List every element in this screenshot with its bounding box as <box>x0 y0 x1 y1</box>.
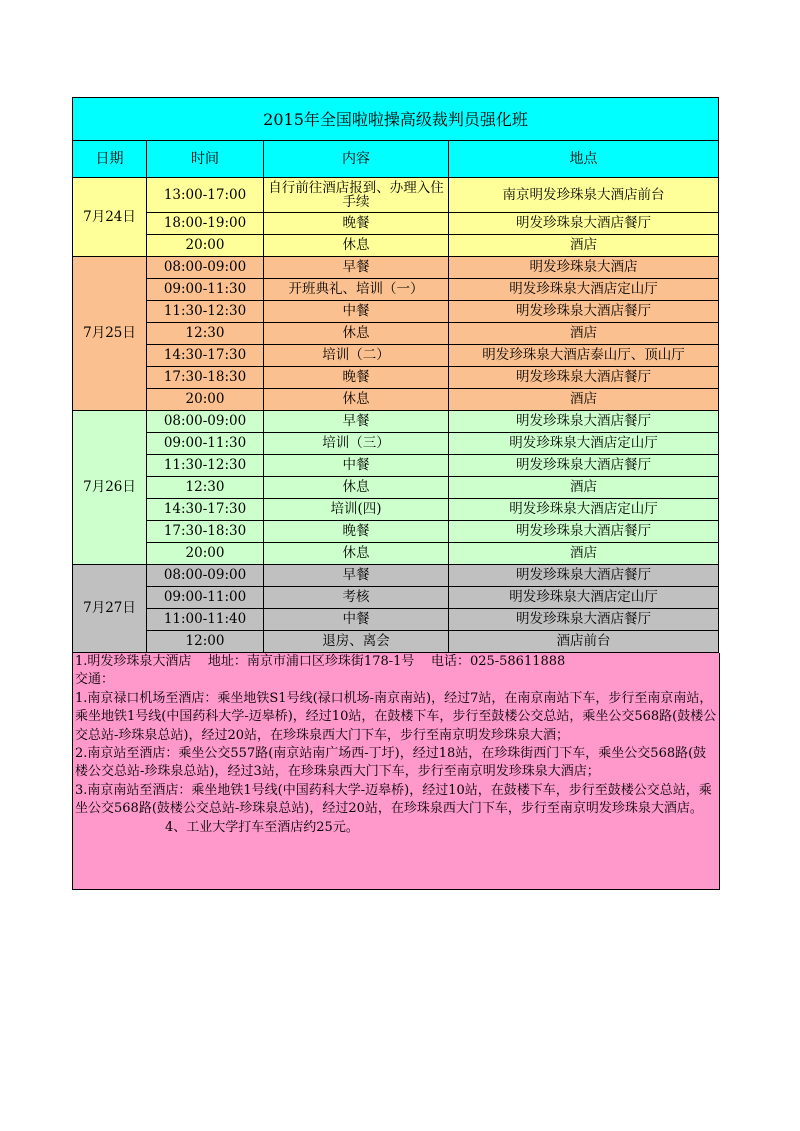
time-cell: 11:30-12:30 <box>147 301 264 323</box>
time-cell: 12:30 <box>147 477 264 499</box>
date-cell: 7月25日 <box>73 257 147 411</box>
schedule-row <box>73 213 719 235</box>
schedule-row <box>73 389 719 411</box>
time-cell: 08:00-09:00 <box>147 565 264 587</box>
content-cell: 培训（二） <box>264 345 449 367</box>
schedule-row <box>73 235 719 257</box>
schedule-row <box>73 565 719 587</box>
schedule-row <box>73 587 719 609</box>
time-cell: 17:30-18:30 <box>147 521 264 543</box>
content-cell: 晚餐 <box>264 213 449 235</box>
column-header-place: 地点 <box>449 141 719 178</box>
content-cell: 培训（三） <box>264 433 449 455</box>
time-cell: 12:00 <box>147 631 264 653</box>
time-cell: 11:00-11:40 <box>147 609 264 631</box>
column-header-content: 内容 <box>264 141 449 178</box>
time-cell: 08:00-09:00 <box>147 257 264 279</box>
time-cell: 08:00-09:00 <box>147 411 264 433</box>
date-cell: 7月24日 <box>73 178 147 257</box>
schedule-row <box>73 411 719 433</box>
content-cell: 晚餐 <box>264 367 449 389</box>
place-cell: 酒店前台 <box>449 631 719 653</box>
place-cell: 明发珍珠泉大酒店餐厅 <box>449 411 719 433</box>
place-cell: 明发珍珠泉大酒店餐厅 <box>449 301 719 323</box>
place-cell: 酒店 <box>449 543 719 565</box>
place-cell: 明发珍珠泉大酒店定山厅 <box>449 433 719 455</box>
schedule-row <box>73 521 719 543</box>
schedule-row <box>73 301 719 323</box>
schedule-row <box>73 178 719 213</box>
content-cell: 中餐 <box>264 455 449 477</box>
hotel-info-line: 1.明发珍珠泉大酒店 地址：南京市浦口区珍珠街178-1号 电话：025-58611888 <box>75 654 566 669</box>
time-cell: 11:30-12:30 <box>147 455 264 477</box>
page-title: 2015年全国啦啦操高级裁判员强化班 <box>73 98 719 141</box>
date-cell: 7月26日 <box>73 411 147 565</box>
column-header-date: 日期 <box>73 141 147 178</box>
content-cell: 休息 <box>264 477 449 499</box>
place-cell: 明发珍珠泉大酒店餐厅 <box>449 565 719 587</box>
time-cell: 13:00-17:00 <box>147 178 264 213</box>
place-cell: 酒店 <box>449 323 719 345</box>
schedule-table <box>72 97 719 653</box>
content-cell: 休息 <box>264 323 449 345</box>
content-cell: 中餐 <box>264 609 449 631</box>
schedule-row <box>73 477 719 499</box>
time-cell: 20:00 <box>147 543 264 565</box>
schedule-row <box>73 279 719 301</box>
time-cell: 09:00-11:00 <box>147 587 264 609</box>
content-cell: 休息 <box>264 235 449 257</box>
place-cell: 南京明发珍珠泉大酒店前台 <box>449 178 719 213</box>
time-cell: 14:30-17:30 <box>147 499 264 521</box>
place-cell: 酒店 <box>449 235 719 257</box>
content-cell: 晚餐 <box>264 521 449 543</box>
notes-block <box>72 653 720 890</box>
time-cell: 17:30-18:30 <box>147 367 264 389</box>
schedule-row <box>73 367 719 389</box>
content-cell: 休息 <box>264 543 449 565</box>
schedule-row <box>73 499 719 521</box>
place-cell: 明发珍珠泉大酒店餐厅 <box>449 609 719 631</box>
route-nanjing-south-text: 3.南京南站至酒店：乘坐地铁1号线(中国药科大学-迈皋桥)，经过10站，在鼓楼下车，步行至鼓楼公交总站，乘坐公交568路(鼓楼公交总站-珍珠泉总站)，经过20站，在珍珠泉西大门下车，步行至南京明发珍珠泉大酒店。 <box>75 782 712 817</box>
schedule-row <box>73 433 719 455</box>
place-cell: 明发珍珠泉大酒店定山厅 <box>449 279 719 301</box>
time-cell: 09:00-11:30 <box>147 279 264 301</box>
content-cell: 早餐 <box>264 565 449 587</box>
schedule-row <box>73 455 719 477</box>
time-cell: 20:00 <box>147 389 264 411</box>
route-airport: 1.南京禄口机场至酒店：乘坐地铁S1号线(禄口机场-南京南站)，经过7站，在南京南站下车，步行至南京南站，乘坐地铁1号线(中国药科大学-迈皋桥)，经过10站，在鼓楼下车，步行至鼓楼公交总站，乘坐公交568路(鼓楼公交总站-珍珠泉总站)，经过20站，在珍珠泉西大门下车，步行至南京明发珍珠泉大酒； <box>75 690 717 743</box>
route-university-taxi: 4、工业大学打车至酒店约25元。 <box>165 819 359 835</box>
content-cell: 休息 <box>264 389 449 411</box>
schedule-sheet <box>72 97 718 890</box>
place-cell: 明发珍珠泉大酒店餐厅 <box>449 455 719 477</box>
content-cell: 培训(四) <box>264 499 449 521</box>
place-cell: 明发珍珠泉大酒店定山厅 <box>449 499 719 521</box>
schedule-row <box>73 257 719 279</box>
content-cell: 考核 <box>264 587 449 609</box>
date-cell: 7月27日 <box>73 565 147 653</box>
content-cell: 早餐 <box>264 257 449 279</box>
place-cell: 明发珍珠泉大酒店餐厅 <box>449 213 719 235</box>
route-nanjing-station: 2.南京站至酒店：乘坐公交557路(南京站南广场西-丁圩)，经过18站，在珍珠街西门下车，乘坐公交568路(鼓楼公交总站-珍珠泉总站)，经过3站，在珍珠泉西大门下车，步行至南京明发珍珠泉大酒店； <box>75 746 707 780</box>
route-nanjing-south <box>75 782 719 837</box>
schedule-row <box>73 609 719 631</box>
content-cell: 中餐 <box>264 301 449 323</box>
time-cell: 18:00-19:00 <box>147 213 264 235</box>
column-header-time: 时间 <box>147 141 264 178</box>
place-cell: 明发珍珠泉大酒店 <box>449 257 719 279</box>
time-cell: 20:00 <box>147 235 264 257</box>
schedule-row <box>73 543 719 565</box>
time-cell: 09:00-11:30 <box>147 433 264 455</box>
schedule-row <box>73 323 719 345</box>
time-cell: 12:30 <box>147 323 264 345</box>
transport-label: 交通： <box>75 672 115 688</box>
place-cell: 明发珍珠泉大酒店餐厅 <box>449 367 719 389</box>
content-cell: 早餐 <box>264 411 449 433</box>
content-cell: 开班典礼、培训（一） <box>264 279 449 301</box>
place-cell: 明发珍珠泉大酒店定山厅 <box>449 587 719 609</box>
schedule-row <box>73 631 719 653</box>
content-cell: 自行前往酒店报到、办理入住手续 <box>264 178 449 213</box>
place-cell: 酒店 <box>449 389 719 411</box>
place-cell: 明发珍珠泉大酒店泰山厅、顶山厅 <box>449 345 719 367</box>
schedule-row <box>73 345 719 367</box>
place-cell: 酒店 <box>449 477 719 499</box>
content-cell: 退房、离会 <box>264 631 449 653</box>
place-cell: 明发珍珠泉大酒店餐厅 <box>449 521 719 543</box>
time-cell: 14:30-17:30 <box>147 345 264 367</box>
